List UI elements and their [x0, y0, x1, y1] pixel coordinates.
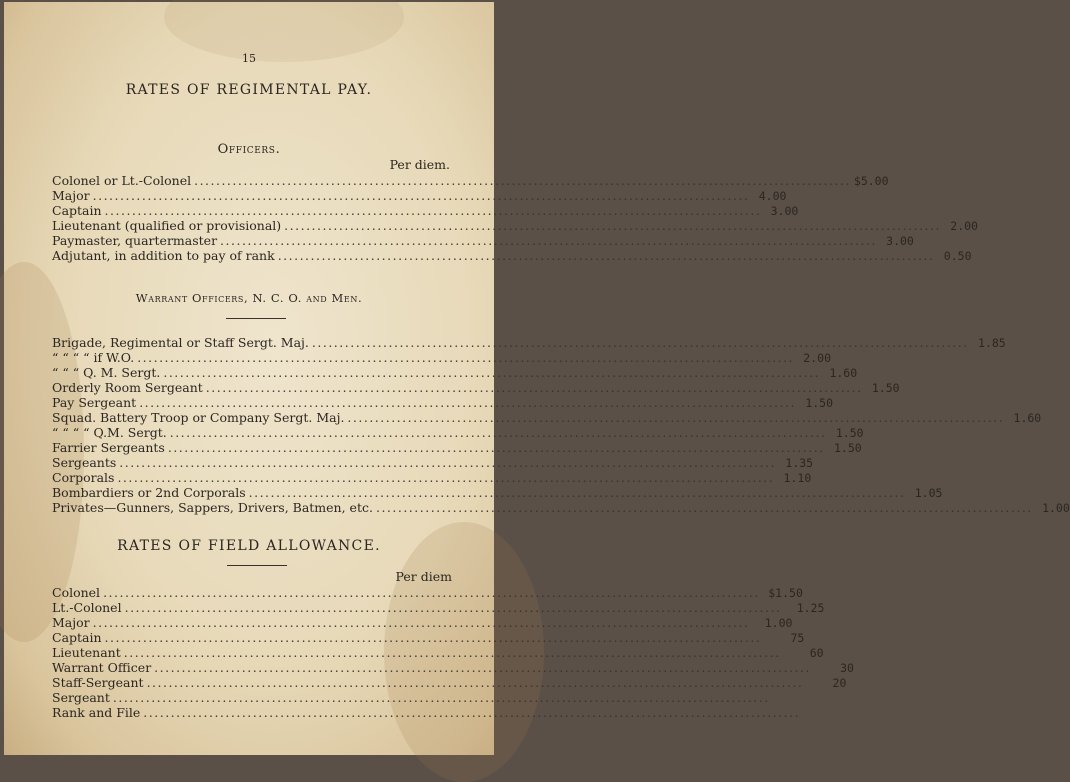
row-label: Rank and File — [52, 705, 141, 720]
row-label: Bombardiers or 2nd Corporals — [52, 485, 246, 500]
dot-leader: ........................................................................................................................ — [375, 500, 1033, 515]
row-value: 1.05 — [914, 486, 943, 500]
row-value: 1.35 — [785, 456, 814, 470]
row-label: Lieutenant — [52, 645, 121, 660]
section-divider — [227, 565, 287, 566]
row-value: 1.10 — [783, 471, 812, 485]
row-label: Colonel or Lt.-Colonel — [52, 173, 192, 188]
dot-leader: ........................................................................................................................ — [124, 600, 782, 615]
row-value: 1.50 — [871, 381, 900, 395]
page-number: 15 — [242, 52, 256, 65]
dot-leader: ........................................................................................................................ — [167, 440, 825, 455]
pay-row — [52, 365, 858, 380]
pay-row — [52, 455, 814, 470]
dot-leader: ........................................................................................................................ — [123, 645, 781, 660]
row-label: Brigade, Regimental or Staff Sergt. Maj. — [52, 335, 309, 350]
pay-row — [52, 248, 972, 263]
pay-row — [52, 410, 1042, 425]
dot-leader: ........................................................................................................................ — [146, 675, 804, 690]
row-value: 20 — [832, 676, 847, 690]
row-label: Paymaster, quartermaster — [52, 233, 218, 248]
section-divider — [226, 318, 286, 319]
pay-row — [52, 425, 864, 440]
dot-leader: ........................................................................................................................ — [137, 350, 794, 365]
regimental-pay-title: RATES OF REGIMENTAL PAY. — [125, 82, 373, 98]
row-label: Squad. Battery Troop or Company Sergt. Maj. — [52, 410, 345, 425]
row-label: Farrier Sergeants — [52, 440, 165, 455]
row-label: “ “ “ Q. M. Sergt. — [52, 365, 161, 380]
row-value: $5.00 — [853, 174, 889, 188]
pay-row — [52, 630, 805, 645]
pay-row — [52, 335, 1006, 350]
row-label: Adjutant, in addition to pay of rank — [52, 248, 275, 263]
dot-leader: ........................................................................................................................ — [104, 630, 762, 645]
row-value: 1.00 — [1042, 501, 1070, 515]
dot-leader: ........................................................................................................................ — [163, 365, 821, 380]
row-label: Lt.-Colonel — [52, 600, 122, 615]
row-label: Lieutenant (qualified or provisional) — [52, 218, 282, 233]
field-per-diem-label: Per diem — [395, 569, 452, 584]
row-value: 2.00 — [803, 351, 831, 365]
row-label: Major — [52, 188, 90, 203]
pay-row — [52, 188, 787, 203]
dot-leader: ........................................................................................................................ — [112, 690, 770, 705]
dot-leader: ........................................................................................................................ — [104, 203, 762, 218]
row-label: Captain — [52, 630, 102, 645]
dot-leader: ........................................................................................................................ — [154, 660, 811, 675]
dot-leader: ........................................................................................................................ — [347, 410, 1005, 425]
pay-row — [52, 600, 825, 615]
dot-leader: ........................................................................................................................ — [143, 705, 801, 720]
row-label: Sergeants — [52, 455, 117, 470]
pay-row — [52, 485, 943, 500]
pay-row — [52, 440, 862, 455]
row-label: “ “ “ “ if W.O. — [52, 350, 135, 365]
pay-row — [52, 675, 847, 690]
row-value: 1.50 — [833, 441, 862, 455]
row-label: “ “ “ “ Q.M. Sergt. — [52, 425, 167, 440]
dot-leader: ........................................................................................................................ — [117, 470, 775, 485]
dot-leader: ........................................................................................................................ — [220, 233, 877, 248]
row-label: Sergeant — [52, 690, 110, 705]
pay-row — [52, 705, 801, 720]
dot-leader: ........................................................................................................................ — [92, 615, 750, 630]
row-value: 1.50 — [835, 426, 864, 440]
pay-row — [52, 470, 812, 485]
officers-heading: Officers. — [217, 142, 281, 157]
pay-row — [52, 585, 803, 600]
pay-row — [52, 233, 914, 248]
row-label: Warrant Officer — [52, 660, 152, 675]
dot-leader: ........................................................................................................................ — [284, 218, 941, 233]
row-label: Colonel — [52, 585, 101, 600]
row-value: 75 — [790, 631, 805, 645]
dot-leader: ........................................................................................................................ — [139, 395, 797, 410]
row-value: 1.25 — [796, 601, 825, 615]
row-label: Orderly Room Sergeant — [52, 380, 203, 395]
row-value: 1.85 — [978, 336, 1006, 350]
pay-row — [52, 173, 889, 188]
dot-leader: ........................................................................................................................ — [103, 585, 760, 600]
pay-row — [52, 380, 900, 395]
row-value: 30 — [840, 661, 854, 675]
dot-leader: ........................................................................................................................ — [205, 380, 863, 395]
row-value: 3.00 — [770, 204, 799, 218]
pay-row — [52, 218, 978, 233]
row-label: Staff-Sergeant — [52, 675, 144, 690]
pay-row — [52, 615, 793, 630]
pay-row — [52, 690, 770, 705]
row-value: 4.00 — [758, 189, 787, 203]
dot-leader: ........................................................................................................................ — [248, 485, 906, 500]
pay-row — [52, 203, 799, 218]
row-value: 1.00 — [764, 616, 793, 630]
pay-row — [52, 395, 834, 410]
row-label: Captain — [52, 203, 102, 218]
row-label: Major — [52, 615, 90, 630]
document-page — [4, 2, 1070, 755]
row-label: Pay Sergeant — [52, 395, 137, 410]
dot-leader: ........................................................................................................................ — [277, 248, 935, 263]
dot-leader: ........................................................................................................................ — [169, 425, 827, 440]
row-value: 0.50 — [943, 249, 972, 263]
dot-leader: ........................................................................................................................ — [119, 455, 777, 470]
pay-row — [52, 500, 1070, 515]
row-value: 1.50 — [805, 396, 834, 410]
field-allowance-title: RATES OF FIELD ALLOWANCE. — [117, 538, 381, 554]
row-value: 2.00 — [950, 219, 978, 233]
warrant-officers-heading: Warrant Officers, N. C. O. and Men. — [135, 291, 363, 305]
row-value: 1.60 — [1013, 411, 1042, 425]
dot-leader: ........................................................................................................................ — [311, 335, 969, 350]
row-value: 1.60 — [829, 366, 858, 380]
pay-row — [52, 645, 824, 660]
row-label: Corporals — [52, 470, 115, 485]
row-label: Privates—Gunners, Sappers, Drivers, Batmen, etc. — [52, 500, 373, 515]
row-value: 60 — [809, 646, 824, 660]
dot-leader: ........................................................................................................................ — [92, 188, 750, 203]
row-value: 3.00 — [886, 234, 914, 248]
row-value: $1.50 — [768, 586, 803, 600]
pay-row — [52, 350, 831, 365]
dot-leader: ........................................................................................................................ — [194, 173, 851, 188]
officers-per-diem-label: Per diem. — [389, 157, 450, 172]
pay-row — [52, 660, 854, 675]
